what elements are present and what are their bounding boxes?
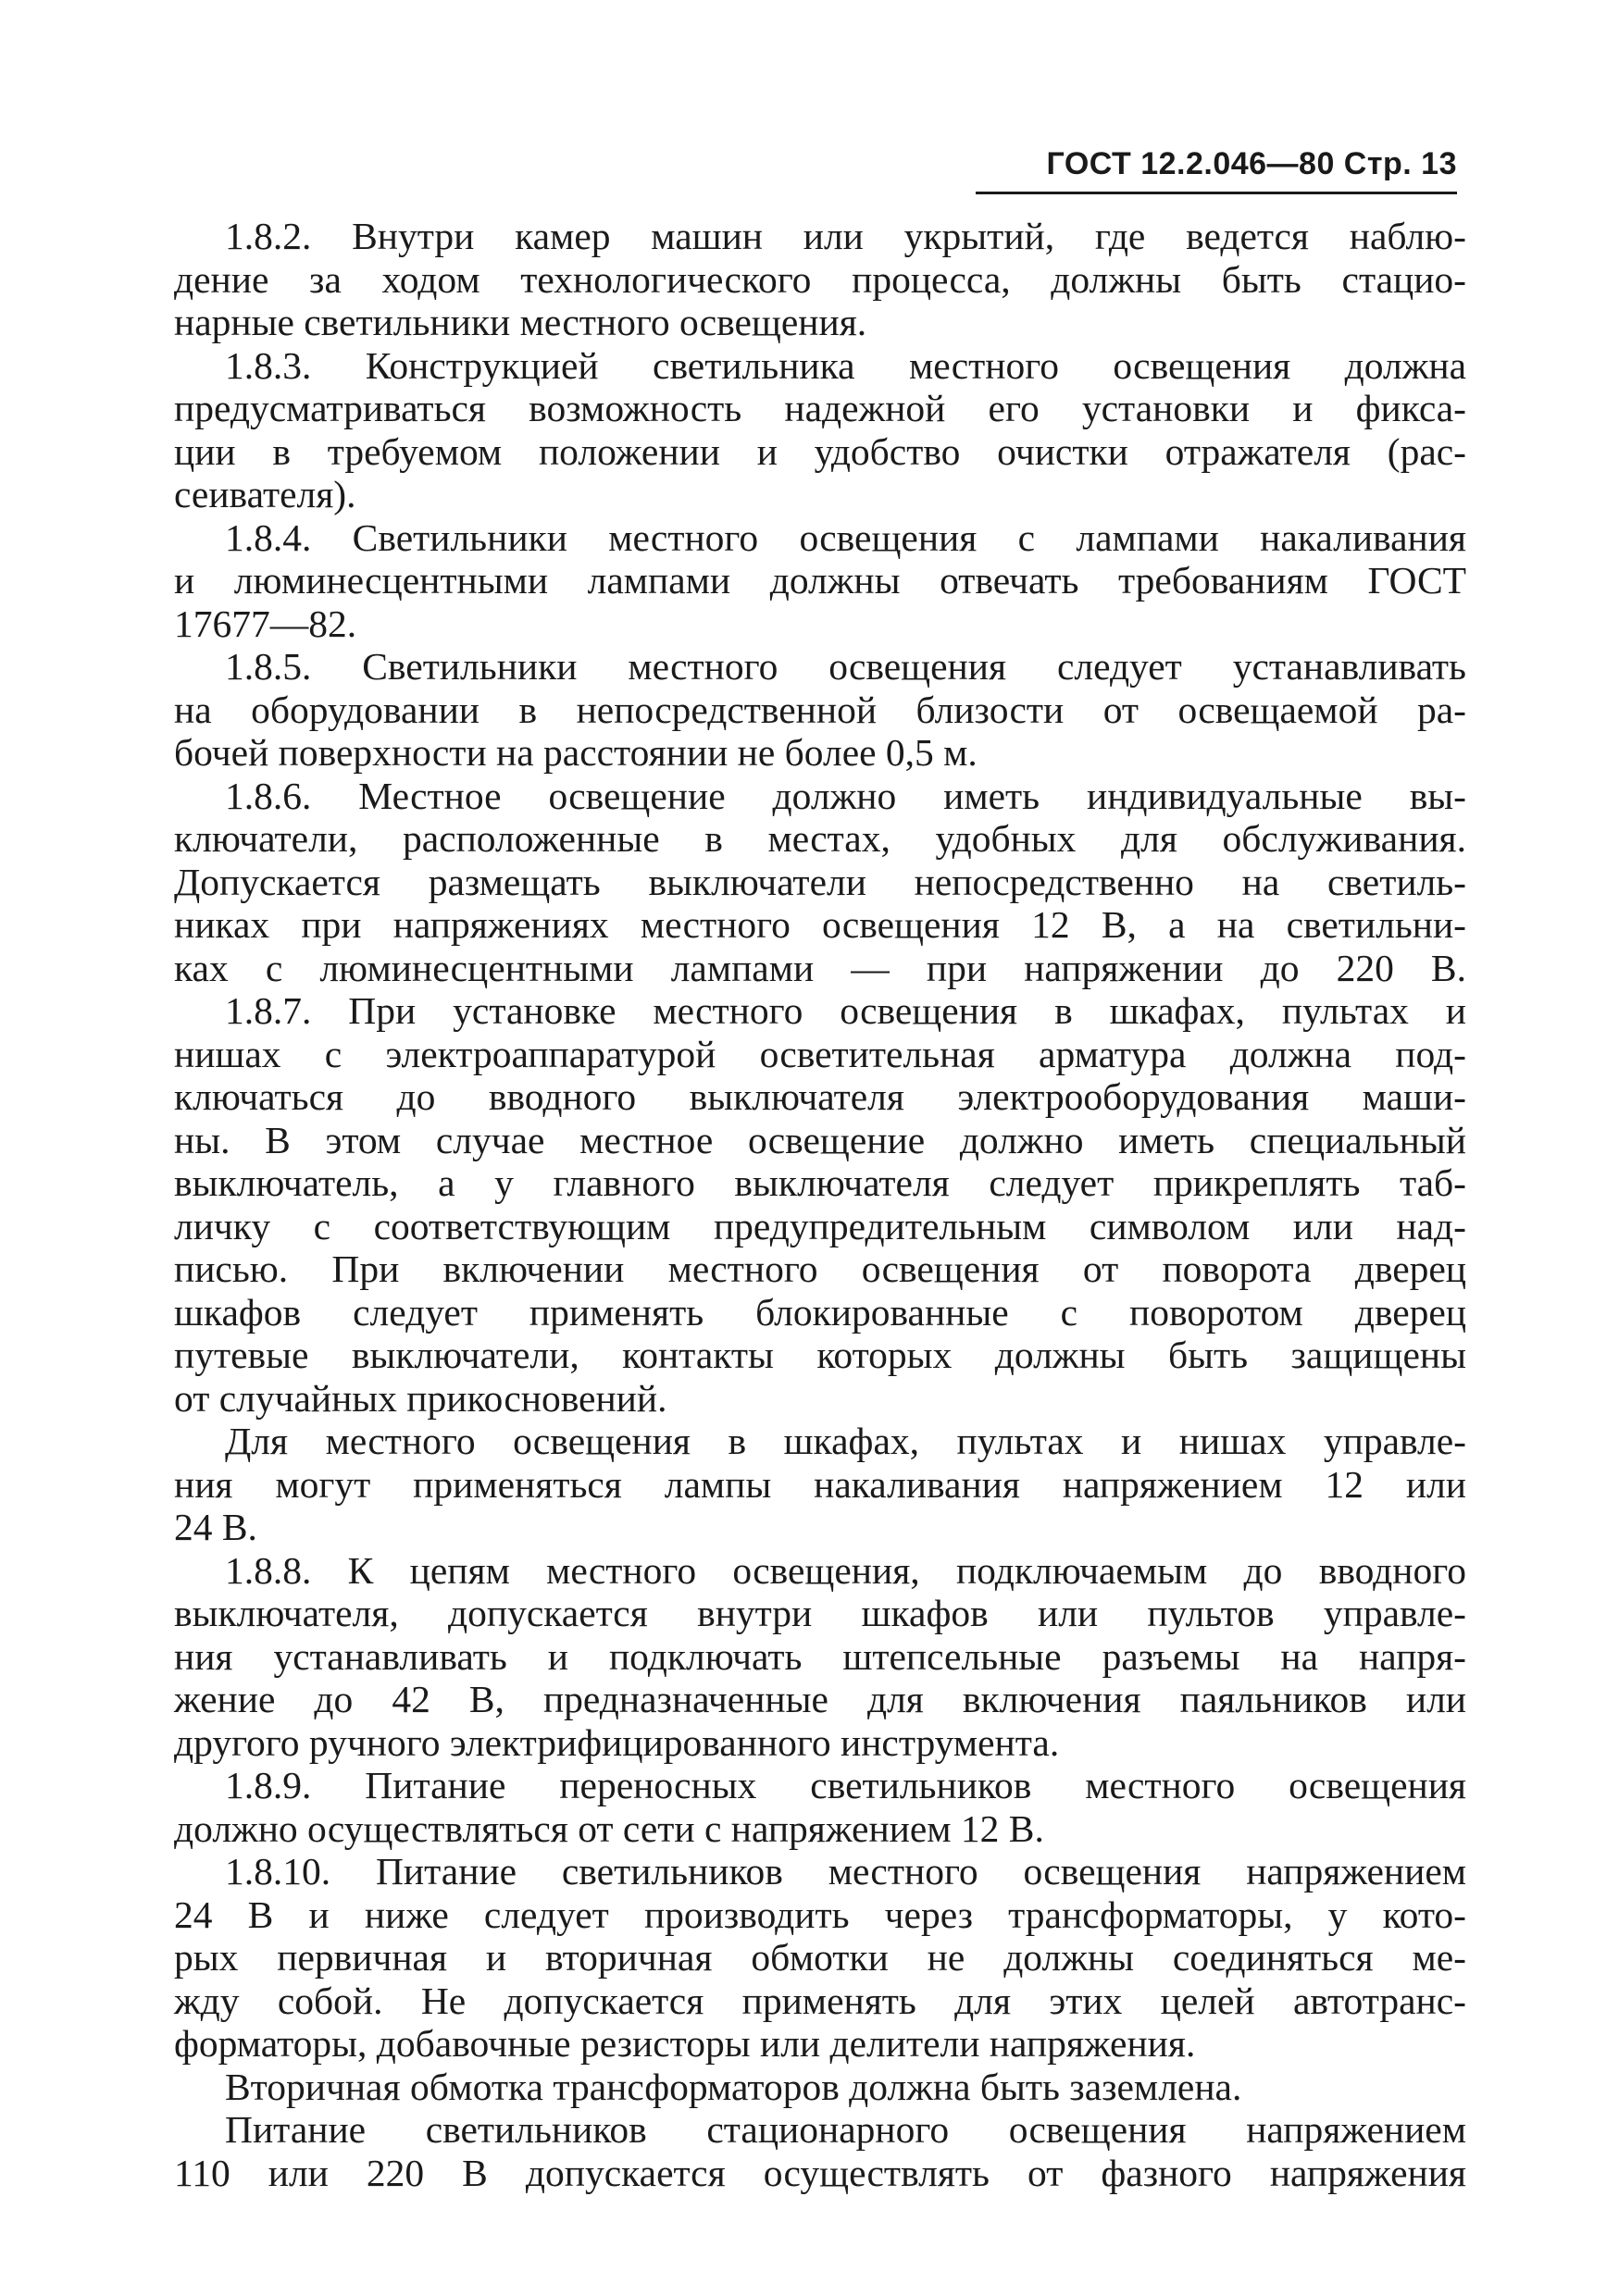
text-line: рых первичная и вторичная обмотки не должны соединяться ме- — [174, 1936, 1466, 1979]
text-line: жение до 42 В, предназначенные для включения паяльников или — [174, 1678, 1466, 1720]
text-line: путевые выключатели, контакты которых должны быть защищены — [174, 1334, 1466, 1376]
text-line: 1.8.4. Светильники местного освещения с лампами накаливания — [225, 515, 1466, 559]
text-line: личку с соответствующим предупредительным символом или над- — [174, 1204, 1466, 1247]
text-line: 1.8.6. Местное освещение должно иметь индивидуальные вы- — [225, 774, 1466, 817]
text-line: предусматриваться возможность надежной его установки и фикса- — [174, 387, 1466, 429]
text-line: Вторичная обмотка трансформаторов должна быть заземлена. — [225, 2065, 1242, 2108]
text-line: 1.8.8. К цепям местного освещения, подключаемым до вводного — [225, 1548, 1466, 1592]
body-text — [174, 215, 1466, 2194]
header-rule — [976, 192, 1457, 194]
text-line: 24 В. — [174, 1506, 257, 1548]
text-line: никах при напряжениях местного освещения 12 В, а на светильни- — [174, 903, 1466, 946]
text-line: 1.8.10. Питание светильников местного освещения напряжением — [225, 1850, 1466, 1893]
text-line: дение за ходом технологического процесса, должны быть стацио- — [174, 257, 1466, 301]
text-line: нишах с электроаппаратурой осветительная арматура должна под- — [174, 1032, 1466, 1075]
text-line: от случайных прикосновений. — [174, 1376, 667, 1420]
text-line: бочей поверхности на расстоянии не более 0,5 м. — [174, 731, 978, 774]
text-line: 24 В и ниже следует производить через трансформаторы, у кото- — [174, 1893, 1466, 1936]
text-line: ках с люминесцентными лампами — при напряжении до 220 В. — [174, 946, 1466, 989]
text-line: жду собой. Не допускается применять для этих целей автотранс- — [174, 1979, 1466, 2022]
text-line: сеивателя). — [174, 473, 356, 515]
text-line: 1.8.7. При установке местного освещения в шкафах, пультах и — [225, 989, 1466, 1032]
text-line: должно осуществляться от сети с напряжением 12 В. — [174, 1806, 1044, 1850]
running-head: ГОСТ 12.2.046—80 Стр. 13 — [1046, 146, 1457, 181]
text-line: нарные светильники местного освещения. — [174, 301, 867, 343]
text-line: 1.8.5. Светильники местного освещения следует устанавливать — [225, 645, 1466, 688]
text-line: ключаться до вводного выключателя электрооборудования маши- — [174, 1075, 1466, 1118]
text-line: Допускается размещать выключатели непосредственно на светиль- — [174, 860, 1466, 903]
text-line: шкафов следует применять блокированные с поворотом дверец — [174, 1290, 1466, 1334]
text-line: Питание светильников стационарного освещения напряжением — [225, 2108, 1466, 2151]
text-line: 1.8.3. Конструкцией светильника местного освещения должна — [225, 343, 1466, 387]
text-line: писью. При включении местного освещения от поворота дверец — [174, 1247, 1466, 1290]
text-line: другого ручного электрифицированного инструмента. — [174, 1720, 1060, 1764]
text-line: ния могут применяться лампы накаливания напряжением 12 или — [174, 1462, 1466, 1506]
text-line: форматоры, добавочные резисторы или делители напряжения. — [174, 2022, 1196, 2065]
text-line: ции в требуемом положении и удобство очистки отражателя (рас- — [174, 429, 1466, 473]
text-line: 1.8.2. Внутри камер машин или укрытий, где ведется наблю- — [225, 215, 1466, 257]
text-line: 110 или 220 В допускается осуществлять от фазного напряжения — [174, 2151, 1466, 2194]
text-line: и люминесцентными лампами должны отвечать требованиям ГОСТ — [174, 559, 1466, 602]
text-line: на оборудовании в непосредственной близости от освещаемой ра- — [174, 688, 1466, 731]
text-line: 1.8.9. Питание переносных светильников местного освещения — [225, 1764, 1466, 1806]
text-line: ключатели, расположенные в местах, удобных для обслуживания. — [174, 817, 1466, 860]
text-line: выключатель, а у главного выключателя следует прикреплять таб- — [174, 1161, 1466, 1204]
text-line: 17677—82. — [174, 602, 357, 645]
text-line: Для местного освещения в шкафах, пультах и нишах управле- — [225, 1420, 1466, 1462]
text-line: ны. В этом случае местное освещение должно иметь специальный — [174, 1118, 1466, 1161]
text-line: выключателя, допускается внутри шкафов или пультов управле- — [174, 1592, 1466, 1634]
text-line: ния устанавливать и подключать штепсельные разъемы на напря- — [174, 1634, 1466, 1678]
